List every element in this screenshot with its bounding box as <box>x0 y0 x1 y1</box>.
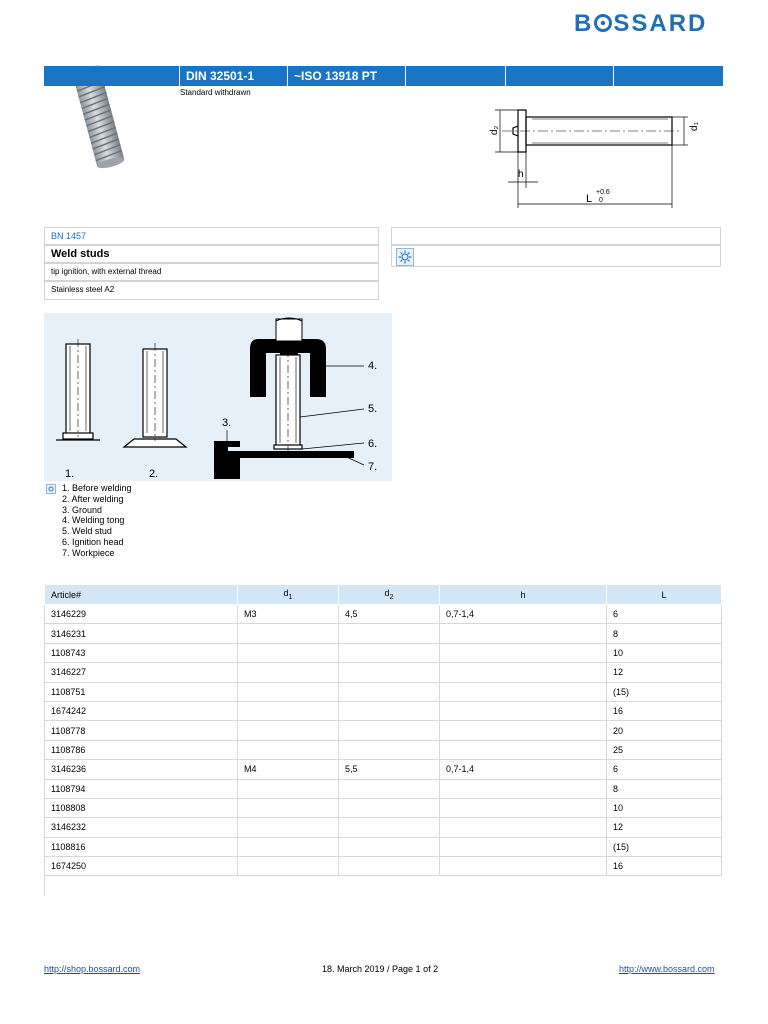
info-box-right-icon <box>391 245 721 267</box>
illus-label-2: 2. <box>149 468 159 480</box>
cell-l: (15) <box>607 682 722 701</box>
legend-item: 2. After welding <box>62 493 124 504</box>
cell-article: 1108743 <box>45 643 238 662</box>
cell-d1 <box>238 721 339 740</box>
product-description: tip ignition, with external thread <box>44 263 379 281</box>
cell-d1 <box>238 818 339 837</box>
cell-d2 <box>339 721 440 740</box>
cell-d2 <box>339 779 440 798</box>
cell-l: 12 <box>607 818 722 837</box>
cell-article: 1674250 <box>45 857 238 876</box>
cell-article: 3146229 <box>45 605 238 624</box>
cell-l: 12 <box>607 663 722 682</box>
cell-d2: 4,5 <box>339 605 440 624</box>
standard-din: DIN 32501-1 <box>179 66 287 86</box>
illus-label-1: 1. <box>65 468 75 480</box>
cell-l: 8 <box>607 779 722 798</box>
standard-iso: ~ISO 13918 PT <box>287 66 405 86</box>
legend-icon <box>46 484 56 494</box>
cell-d1 <box>238 682 339 701</box>
legend-item: 1. Before welding <box>62 483 132 493</box>
footer-shop-link[interactable]: http://shop.bossard.com <box>44 964 141 974</box>
legend-list <box>62 483 132 559</box>
footer-home-link-wrap <box>619 964 715 974</box>
cell-h <box>440 643 607 662</box>
cell-d2 <box>339 798 440 817</box>
label-h: h <box>518 169 524 180</box>
col-l: L <box>607 585 722 605</box>
cell-h <box>440 624 607 643</box>
cell-article: 3146232 <box>45 818 238 837</box>
table-row <box>45 798 722 817</box>
logo-text-post: SSARD <box>613 10 708 37</box>
cell-d1 <box>238 779 339 798</box>
illus-label-4: 4. <box>368 360 378 372</box>
cell-article: 1108786 <box>45 740 238 759</box>
table-row <box>45 740 722 759</box>
cell-d2 <box>339 837 440 856</box>
cell-d2 <box>339 682 440 701</box>
product-name: Weld studs <box>44 245 379 263</box>
cell-h <box>440 837 607 856</box>
cell-article: 1108778 <box>45 721 238 740</box>
cell-d2 <box>339 857 440 876</box>
table-row <box>45 682 722 701</box>
cell-d2 <box>339 643 440 662</box>
cell-h <box>440 779 607 798</box>
legend-item: 7. Workpiece <box>62 547 115 558</box>
cell-d2 <box>339 663 440 682</box>
dimension-drawing <box>480 100 710 215</box>
cell-l: 16 <box>607 701 722 720</box>
cell-h <box>440 740 607 759</box>
info-box-right-top <box>391 227 721 245</box>
cell-h <box>440 701 607 720</box>
cell-d1: M3 <box>238 605 339 624</box>
logo-o-icon <box>593 13 613 33</box>
table-row <box>45 663 722 682</box>
product-material: Stainless steel A2 <box>44 281 379 300</box>
settings-icon <box>396 248 414 266</box>
welding-illustration <box>44 313 392 481</box>
article-table <box>44 584 722 896</box>
cell-h: 0,7-1,4 <box>440 760 607 779</box>
cell-h <box>440 857 607 876</box>
table-row <box>45 643 722 662</box>
cell-l: 8 <box>607 624 722 643</box>
col-h: h <box>440 585 607 605</box>
header-cell-empty-1 <box>405 66 505 86</box>
table-row <box>45 818 722 837</box>
product-code[interactable]: BN 1457 <box>44 227 379 245</box>
legend-item: 6. Ignition head <box>62 536 124 547</box>
header-bar <box>44 66 723 86</box>
cell-d1 <box>238 701 339 720</box>
illus-label-5: 5. <box>368 403 378 415</box>
cell-l: (15) <box>607 837 722 856</box>
table-row <box>45 721 722 740</box>
label-l: L <box>586 193 593 205</box>
cell-d2 <box>339 701 440 720</box>
table-row <box>45 760 722 779</box>
cell-article: 1108816 <box>45 837 238 856</box>
cell-h <box>440 798 607 817</box>
cell-l: 10 <box>607 643 722 662</box>
cell-d1 <box>238 624 339 643</box>
col-d1: $d_1$ <box>238 585 339 605</box>
cell-l: 10 <box>607 798 722 817</box>
cell-d1 <box>238 837 339 856</box>
cell-d1 <box>238 798 339 817</box>
cell-h <box>440 682 607 701</box>
header-cell-empty-2 <box>505 66 613 86</box>
legend-item: 5. Weld stud <box>62 526 112 537</box>
label-d1: d₁ <box>689 122 700 131</box>
illus-label-7: 7. <box>368 461 378 473</box>
cell-d2 <box>339 624 440 643</box>
illus-label-6: 6. <box>368 438 378 450</box>
cell-d2 <box>339 740 440 759</box>
table-header-row <box>45 585 722 605</box>
footer-home-link[interactable]: http://www.bossard.com <box>619 964 715 974</box>
cell-h <box>440 818 607 837</box>
label-d2: d₂ <box>489 125 500 135</box>
cell-d2 <box>339 818 440 837</box>
cell-d1 <box>238 663 339 682</box>
table-end-cell <box>45 876 722 897</box>
cell-l: 6 <box>607 760 722 779</box>
col-article: Article# <box>45 585 238 605</box>
bossard-logo <box>574 10 707 38</box>
table-row <box>45 605 722 624</box>
cell-d1 <box>238 740 339 759</box>
cell-l: 20 <box>607 721 722 740</box>
table-row <box>45 837 722 856</box>
cell-article: 1674242 <box>45 701 238 720</box>
cell-d1: M4 <box>238 760 339 779</box>
cell-article: 1108751 <box>45 682 238 701</box>
cell-d1 <box>238 857 339 876</box>
legend-item: 4. Welding tong <box>62 515 125 526</box>
cell-h <box>440 663 607 682</box>
table-row <box>45 624 722 643</box>
table-row <box>45 701 722 720</box>
standard-status: Standard withdrawn <box>180 88 251 97</box>
col-d2: $d_2$ <box>339 585 440 605</box>
cell-l: 6 <box>607 605 722 624</box>
cell-article: 3146236 <box>45 760 238 779</box>
cell-l: 16 <box>607 857 722 876</box>
legend-item: 3. Ground <box>62 504 103 515</box>
header-cell-empty-3 <box>613 66 723 86</box>
table-row <box>45 779 722 798</box>
logo-text-pre: B <box>574 10 594 37</box>
table-end-row <box>45 876 722 897</box>
cell-d1 <box>238 643 339 662</box>
label-tol-lower: 0 <box>599 197 603 204</box>
footer-page-info: 18. March 2019 / Page 1 of 2 <box>322 964 439 974</box>
cell-d2: 5,5 <box>339 760 440 779</box>
cell-article: 3146231 <box>45 624 238 643</box>
cell-h <box>440 721 607 740</box>
illus-label-3: 3. <box>222 417 232 429</box>
cell-article: 1108808 <box>45 798 238 817</box>
cell-l: 25 <box>607 740 722 759</box>
cell-article: 1108794 <box>45 779 238 798</box>
label-tol-upper: +0.6 <box>596 189 610 196</box>
cell-article: 3146227 <box>45 663 238 682</box>
cell-h: 0,7-1,4 <box>440 605 607 624</box>
table-row <box>45 857 722 876</box>
footer-shop-link-wrap <box>44 964 140 974</box>
